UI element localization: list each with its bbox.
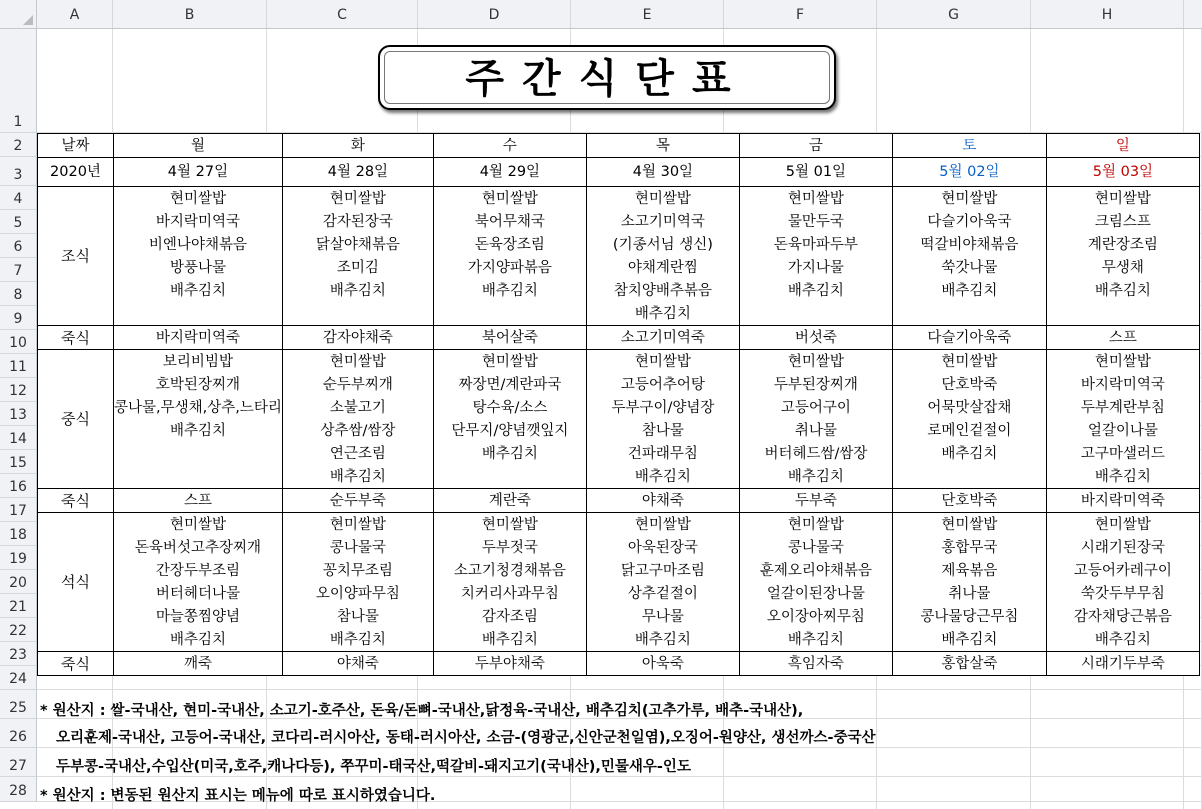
menu-item-cell[interactable] [114,442,283,465]
menu-item-cell[interactable]: 배추김치 [433,279,586,302]
date-cell[interactable]: 4월 29일 [433,158,586,187]
menu-item-cell[interactable]: 돈육버섯고추장찌개 [114,536,283,559]
menu-item-cell[interactable]: 닭고구마조림 [586,559,739,582]
menu-item-cell[interactable] [739,302,892,326]
menu-item-cell[interactable]: 배추김치 [739,465,892,489]
menu-item-cell[interactable]: 비엔나야채볶음 [114,233,283,256]
weekly-menu-table [37,133,1200,676]
origin-note-1[interactable]: * 원산지 : 쌀-국내산, 현미-국내산, 소고기-호주산, 돈육/돈뼈-국내산,닭정육-국내산, 배추김치(고추가루, 배추-국내산), [40,703,804,719]
row-header-label: 3 [13,167,23,183]
meal-label-porridge3[interactable]: 죽식 [38,652,114,676]
menu-item-cell[interactable]: 콩나물국 [739,536,892,559]
menu-item-cell[interactable]: 참나물 [282,605,433,628]
menu-item-cell[interactable]: 야채계란찜 [586,256,739,279]
porridge-item-cell[interactable]: 순두부죽 [282,489,433,513]
gridline-h [37,776,1202,777]
meal-label-lunch[interactable]: 중식 [38,350,114,489]
row-header-17[interactable] [0,498,37,522]
menu-item-cell[interactable]: 떡갈비야채볶음 [892,233,1046,256]
column-header-h[interactable]: H [1031,0,1184,28]
date-cell[interactable]: 4월 28일 [282,158,433,187]
menu-item-cell[interactable]: 현미쌀밥 [1046,513,1199,537]
menu-item-cell[interactable]: 연근조림 [282,442,433,465]
menu-item-cell[interactable]: 콩나물국 [282,536,433,559]
day-header-cell[interactable]: 수 [433,134,586,158]
menu-item-cell[interactable]: 바지락미역국 [114,210,283,233]
menu-item-cell[interactable]: 배추김치 [1046,465,1199,489]
row-header-label: 7 [13,263,23,279]
row-header-label: 21 [9,599,27,615]
page-title[interactable]: 주간식단표 [378,45,836,110]
menu-item-cell[interactable]: 배추김치 [282,279,433,302]
menu-item-cell[interactable]: 조미김 [282,256,433,279]
row-header-28[interactable] [0,777,37,802]
menu-item-cell[interactable]: 현미쌀밥 [433,187,586,211]
porridge-item-cell[interactable]: 스프 [114,489,283,513]
gridline-h [37,689,1202,690]
row-header-label: 5 [13,215,23,231]
row-header-24[interactable] [0,666,37,690]
menu-item-cell[interactable]: 홍합무국 [892,536,1046,559]
menu-item-cell[interactable]: 가지양파볶음 [433,256,586,279]
porridge-item-cell[interactable]: 깨죽 [114,652,283,676]
menu-item-cell[interactable]: 아욱된장국 [586,536,739,559]
menu-item-cell[interactable]: 감자채당근볶음 [1046,605,1199,628]
porridge-item-cell[interactable]: 흑임자죽 [739,652,892,676]
porridge-item-cell[interactable]: 야채죽 [586,489,739,513]
menu-item-cell[interactable]: 고등어구이 [739,396,892,419]
date-label-cell[interactable]: 날짜 [38,134,114,158]
menu-item-cell[interactable]: 배추김치 [892,279,1046,302]
menu-item-cell[interactable]: 현미쌀밥 [586,187,739,211]
menu-item-cell[interactable]: 순두부찌개 [282,373,433,396]
row-header-12[interactable] [0,378,37,402]
menu-item-cell[interactable]: 단호박죽 [892,373,1046,396]
origin-note-2[interactable]: 오리훈제-국내산, 고등어-국내산, 코다리-러시아산, 동태-러시아산, 소금-(영광군,신안군천일염),오징어-원양산, 생선까스-중국산 [56,730,876,746]
menu-item-cell[interactable]: 쑥갓두부무침 [1046,582,1199,605]
row-header-label: 19 [9,551,27,567]
menu-item-cell[interactable]: 짜장면/계란파국 [433,373,586,396]
row-header-label: 16 [9,479,27,495]
menu-item-cell[interactable] [892,302,1046,326]
menu-item-cell[interactable]: 얼갈이나물 [1046,419,1199,442]
column-header-b[interactable]: B [113,0,267,28]
day-header-cell[interactable]: 월 [114,134,283,158]
row-header-3[interactable] [0,157,37,186]
row-header-2[interactable] [0,133,37,157]
menu-item-cell[interactable] [114,465,283,489]
row-header-25[interactable] [0,690,37,719]
row-header-label: 18 [9,527,27,543]
row-header-label: 24 [9,671,27,687]
row-header-13[interactable] [0,402,37,426]
day-header-cell[interactable]: 화 [282,134,433,158]
porridge-item-cell[interactable]: 계란죽 [433,489,586,513]
column-header-e[interactable]: E [571,0,724,28]
menu-item-cell[interactable]: 다슬기아욱국 [892,210,1046,233]
menu-item-cell[interactable]: 훈제오리야채볶음 [739,559,892,582]
menu-item-cell[interactable] [892,465,1046,489]
row-header-22[interactable] [0,618,37,642]
menu-item-cell[interactable]: 현미쌀밥 [892,350,1046,374]
menu-item-cell[interactable]: 배추김치 [114,628,283,652]
row-header-label: 27 [9,758,27,774]
origin-note-4[interactable]: * 원산지 : 변동된 원산지 표시는 메뉴에 따로 표시하였습니다. [40,788,436,804]
menu-item-cell[interactable]: 배추김치 [114,419,283,442]
menu-item-cell[interactable]: 소고기청경채볶음 [433,559,586,582]
row-header-label: 1 [13,114,23,130]
menu-item-cell[interactable]: 현미쌀밥 [282,350,433,374]
menu-item-cell[interactable]: 콩나물,무생채,상추,느타리 [114,396,283,419]
menu-item-cell[interactable]: 참나물 [586,419,739,442]
row-header-label: 25 [9,700,27,716]
menu-item-cell[interactable]: 가지나물 [739,256,892,279]
menu-item-cell[interactable]: 감자된장국 [282,210,433,233]
menu-item-cell[interactable]: 배추김치 [114,279,283,302]
row-header-18[interactable] [0,522,37,546]
menu-item-cell[interactable]: (기종서님 생신) [586,233,739,256]
menu-item-cell[interactable]: 현미쌀밥 [739,187,892,211]
menu-item-cell[interactable]: 배추김치 [433,628,586,652]
row-header-label: 17 [9,503,27,519]
menu-item-cell[interactable]: 물만두국 [739,210,892,233]
menu-item-cell[interactable]: 마늘쫑찜양념 [114,605,283,628]
menu-item-cell[interactable]: 고구마샐러드 [1046,442,1199,465]
menu-item-cell[interactable]: 현미쌀밥 [114,513,283,537]
row-header-14[interactable] [0,426,37,450]
menu-item-cell[interactable]: 현미쌀밥 [114,187,283,211]
menu-item-cell[interactable]: 간장두부조림 [114,559,283,582]
menu-item-cell[interactable]: 북어무채국 [433,210,586,233]
porridge-item-cell[interactable]: 시래기두부죽 [1046,652,1199,676]
menu-item-cell[interactable]: 고등어추어탕 [586,373,739,396]
date-cell[interactable]: 5월 01일 [739,158,892,187]
day-header-cell[interactable]: 토 [892,134,1046,158]
menu-item-cell[interactable]: 두부구이/양념장 [586,396,739,419]
day-header-cell[interactable]: 목 [586,134,739,158]
menu-item-cell[interactable]: 돈육마파두부 [739,233,892,256]
row-header-8[interactable] [0,282,37,306]
menu-item-cell[interactable]: 계란장조림 [1046,233,1199,256]
row-header-20[interactable] [0,570,37,594]
porridge-item-cell[interactable]: 북어살죽 [433,326,586,350]
select-all-corner[interactable] [0,0,37,28]
menu-item-cell[interactable]: 배추김치 [433,442,586,465]
menu-item-cell[interactable]: 호박된장찌개 [114,373,283,396]
menu-item-cell[interactable]: 현미쌀밥 [586,513,739,537]
menu-item-cell[interactable]: 현미쌀밥 [433,513,586,537]
origin-note-3[interactable]: 두부콩-국내산,수입산(미국,호주,캐나다등), 쭈꾸미-태국산,떡갈비-돼지고기(국내산),민물새우-인도 [56,759,691,775]
day-header-cell[interactable]: 금 [739,134,892,158]
menu-item-cell[interactable]: 바지락미역국 [1046,373,1199,396]
row-header-label: 22 [9,623,27,639]
row-header-label: 23 [9,647,27,663]
menu-item-cell[interactable]: 제육볶음 [892,559,1046,582]
menu-item-cell[interactable]: 배추김치 [282,465,433,489]
row-header-label: 28 [9,783,27,799]
menu-item-cell[interactable]: 배추김치 [739,279,892,302]
meal-label-porridge2[interactable]: 죽식 [38,489,114,513]
porridge-item-cell[interactable]: 두부야채죽 [433,652,586,676]
menu-item-cell[interactable]: 현미쌀밥 [433,350,586,374]
row-header-16[interactable] [0,474,37,498]
meal-label-porridge1[interactable]: 죽식 [38,326,114,350]
row-header-label: 14 [9,431,27,447]
menu-item-cell[interactable]: 배추김치 [739,628,892,652]
date-cell[interactable]: 4월 27일 [114,158,283,187]
year-cell[interactable]: 2020년 [38,158,114,187]
menu-item-cell[interactable]: 로메인겉절이 [892,419,1046,442]
menu-item-cell[interactable]: 건파래무침 [586,442,739,465]
porridge-item-cell[interactable]: 감자야채죽 [282,326,433,350]
menu-item-cell[interactable]: 닭살야채볶음 [282,233,433,256]
day-header-cell[interactable]: 일 [1046,134,1199,158]
menu-item-cell[interactable]: 현미쌀밥 [586,350,739,374]
menu-item-cell[interactable]: 배추김치 [586,465,739,489]
row-header-21[interactable] [0,594,37,618]
menu-item-cell[interactable]: 돈육장조림 [433,233,586,256]
porridge-item-cell[interactable]: 버섯죽 [739,326,892,350]
menu-item-cell[interactable]: 상추겉절이 [586,582,739,605]
menu-item-cell[interactable] [282,302,433,326]
menu-item-cell[interactable] [433,302,586,326]
row-header-9[interactable] [0,306,37,330]
porridge-item-cell[interactable]: 다슬기아욱죽 [892,326,1046,350]
row-header-15[interactable] [0,450,37,474]
column-header-f[interactable]: F [724,0,877,28]
menu-item-cell[interactable]: 배추김치 [282,628,433,652]
gridline-h [37,747,1202,748]
porridge-item-cell[interactable]: 홍합살죽 [892,652,1046,676]
menu-item-cell[interactable]: 현미쌀밥 [739,350,892,374]
menu-item-cell[interactable]: 소불고기 [282,396,433,419]
menu-item-cell[interactable]: 무나물 [586,605,739,628]
menu-item-cell[interactable]: 무생채 [1046,256,1199,279]
row-header-label: 4 [13,191,23,207]
menu-item-cell[interactable]: 상추쌈/쌈장 [282,419,433,442]
porridge-item-cell[interactable]: 바지락미역죽 [114,326,283,350]
row-header-label: 6 [13,239,23,255]
column-header-bar [0,0,1202,29]
menu-item-cell[interactable]: 배추김치 [1046,628,1199,652]
column-header-d[interactable]: D [418,0,571,28]
row-header-label: 20 [9,575,27,591]
row-header-5[interactable] [0,210,37,234]
row-header-1[interactable] [0,29,37,133]
menu-item-cell[interactable]: 현미쌀밥 [1046,350,1199,374]
menu-item-cell[interactable]: 쑥갓나물 [892,256,1046,279]
row-header-label: 10 [9,335,27,351]
porridge-item-cell[interactable]: 단호박죽 [892,489,1046,513]
menu-item-cell[interactable]: 현미쌀밥 [892,513,1046,537]
date-cell[interactable]: 4월 30일 [586,158,739,187]
row-header-label: 26 [9,729,27,745]
row-header-label: 12 [9,383,27,399]
menu-item-cell[interactable]: 시래기된장국 [1046,536,1199,559]
menu-item-cell[interactable] [433,465,586,489]
porridge-item-cell[interactable]: 야채죽 [282,652,433,676]
column-header-g[interactable]: G [877,0,1031,28]
menu-item-cell[interactable]: 배추김치 [586,628,739,652]
column-header-a[interactable]: A [37,0,113,28]
row-header-4[interactable] [0,186,37,210]
menu-item-cell[interactable]: 보리비빔밥 [114,350,283,374]
porridge-item-cell[interactable]: 두부죽 [739,489,892,513]
row-header-6[interactable] [0,234,37,258]
row-header-label: 11 [9,359,27,375]
row-header-label: 2 [13,138,23,154]
menu-item-cell[interactable]: 오이양파무침 [282,582,433,605]
menu-item-cell[interactable]: 어묵맛살잡채 [892,396,1046,419]
row-header-10[interactable] [0,330,37,354]
porridge-item-cell[interactable]: 소고기미역죽 [586,326,739,350]
menu-item-cell[interactable]: 두부된장찌개 [739,373,892,396]
menu-item-cell[interactable]: 치커리사과무침 [433,582,586,605]
row-header-label: 15 [9,455,27,471]
menu-item-cell[interactable]: 현미쌀밥 [282,513,433,537]
menu-item-cell[interactable]: 배추김치 [892,628,1046,652]
menu-item-cell[interactable]: 방풍나물 [114,256,283,279]
menu-item-cell[interactable]: 단무지/양념깻잎지 [433,419,586,442]
menu-item-cell[interactable]: 취나물 [892,582,1046,605]
menu-item-cell[interactable]: 현미쌀밥 [1046,187,1199,211]
menu-item-cell[interactable]: 두부계란부침 [1046,396,1199,419]
menu-item-cell[interactable]: 소고기미역국 [586,210,739,233]
menu-item-cell[interactable]: 배추김치 [1046,279,1199,302]
meal-label-dinner[interactable]: 석식 [38,513,114,652]
row-header-27[interactable] [0,748,37,777]
menu-item-cell[interactable]: 얼갈이된장나물 [739,582,892,605]
porridge-item-cell[interactable]: 바지락미역죽 [1046,489,1199,513]
menu-item-cell[interactable] [1046,302,1199,326]
porridge-item-cell[interactable]: 아욱죽 [586,652,739,676]
row-header-19[interactable] [0,546,37,570]
meal-label-breakfast[interactable]: 조식 [38,187,114,326]
row-header-label: 13 [9,407,27,423]
porridge-item-cell[interactable]: 스프 [1046,326,1199,350]
row-header-7[interactable] [0,258,37,282]
menu-item-cell[interactable]: 두부젓국 [433,536,586,559]
menu-item-cell[interactable]: 배추김치 [892,442,1046,465]
menu-item-cell[interactable]: 현미쌀밥 [739,513,892,537]
row-header-23[interactable] [0,642,37,666]
menu-item-cell[interactable]: 현미쌀밥 [892,187,1046,211]
menu-item-cell[interactable]: 감자조림 [433,605,586,628]
row-header-26[interactable] [0,719,37,748]
date-cell[interactable]: 5월 03일 [1046,158,1199,187]
menu-item-cell[interactable]: 버터헤드쌈/쌈장 [739,442,892,465]
menu-item-cell[interactable]: 버터헤더나물 [114,582,283,605]
menu-item-cell[interactable] [114,302,283,326]
date-cell[interactable]: 5월 02일 [892,158,1046,187]
row-header-11[interactable] [0,354,37,378]
row-header-label: 9 [13,311,23,327]
menu-item-cell[interactable]: 콩나물당근무침 [892,605,1046,628]
menu-item-cell[interactable]: 고등어카레구이 [1046,559,1199,582]
menu-item-cell[interactable]: 현미쌀밥 [282,187,433,211]
menu-item-cell[interactable]: 탕수육/소스 [433,396,586,419]
menu-item-cell[interactable]: 오이장아찌무침 [739,605,892,628]
row-header-label: 8 [13,287,23,303]
menu-item-cell[interactable]: 크림스프 [1046,210,1199,233]
menu-item-cell[interactable]: 취나물 [739,419,892,442]
menu-item-cell[interactable]: 꽁치무조림 [282,559,433,582]
column-header-c[interactable]: C [267,0,418,28]
menu-item-cell[interactable]: 참치양배추볶음 [586,279,739,302]
menu-item-cell[interactable]: 배추김치 [586,302,739,326]
